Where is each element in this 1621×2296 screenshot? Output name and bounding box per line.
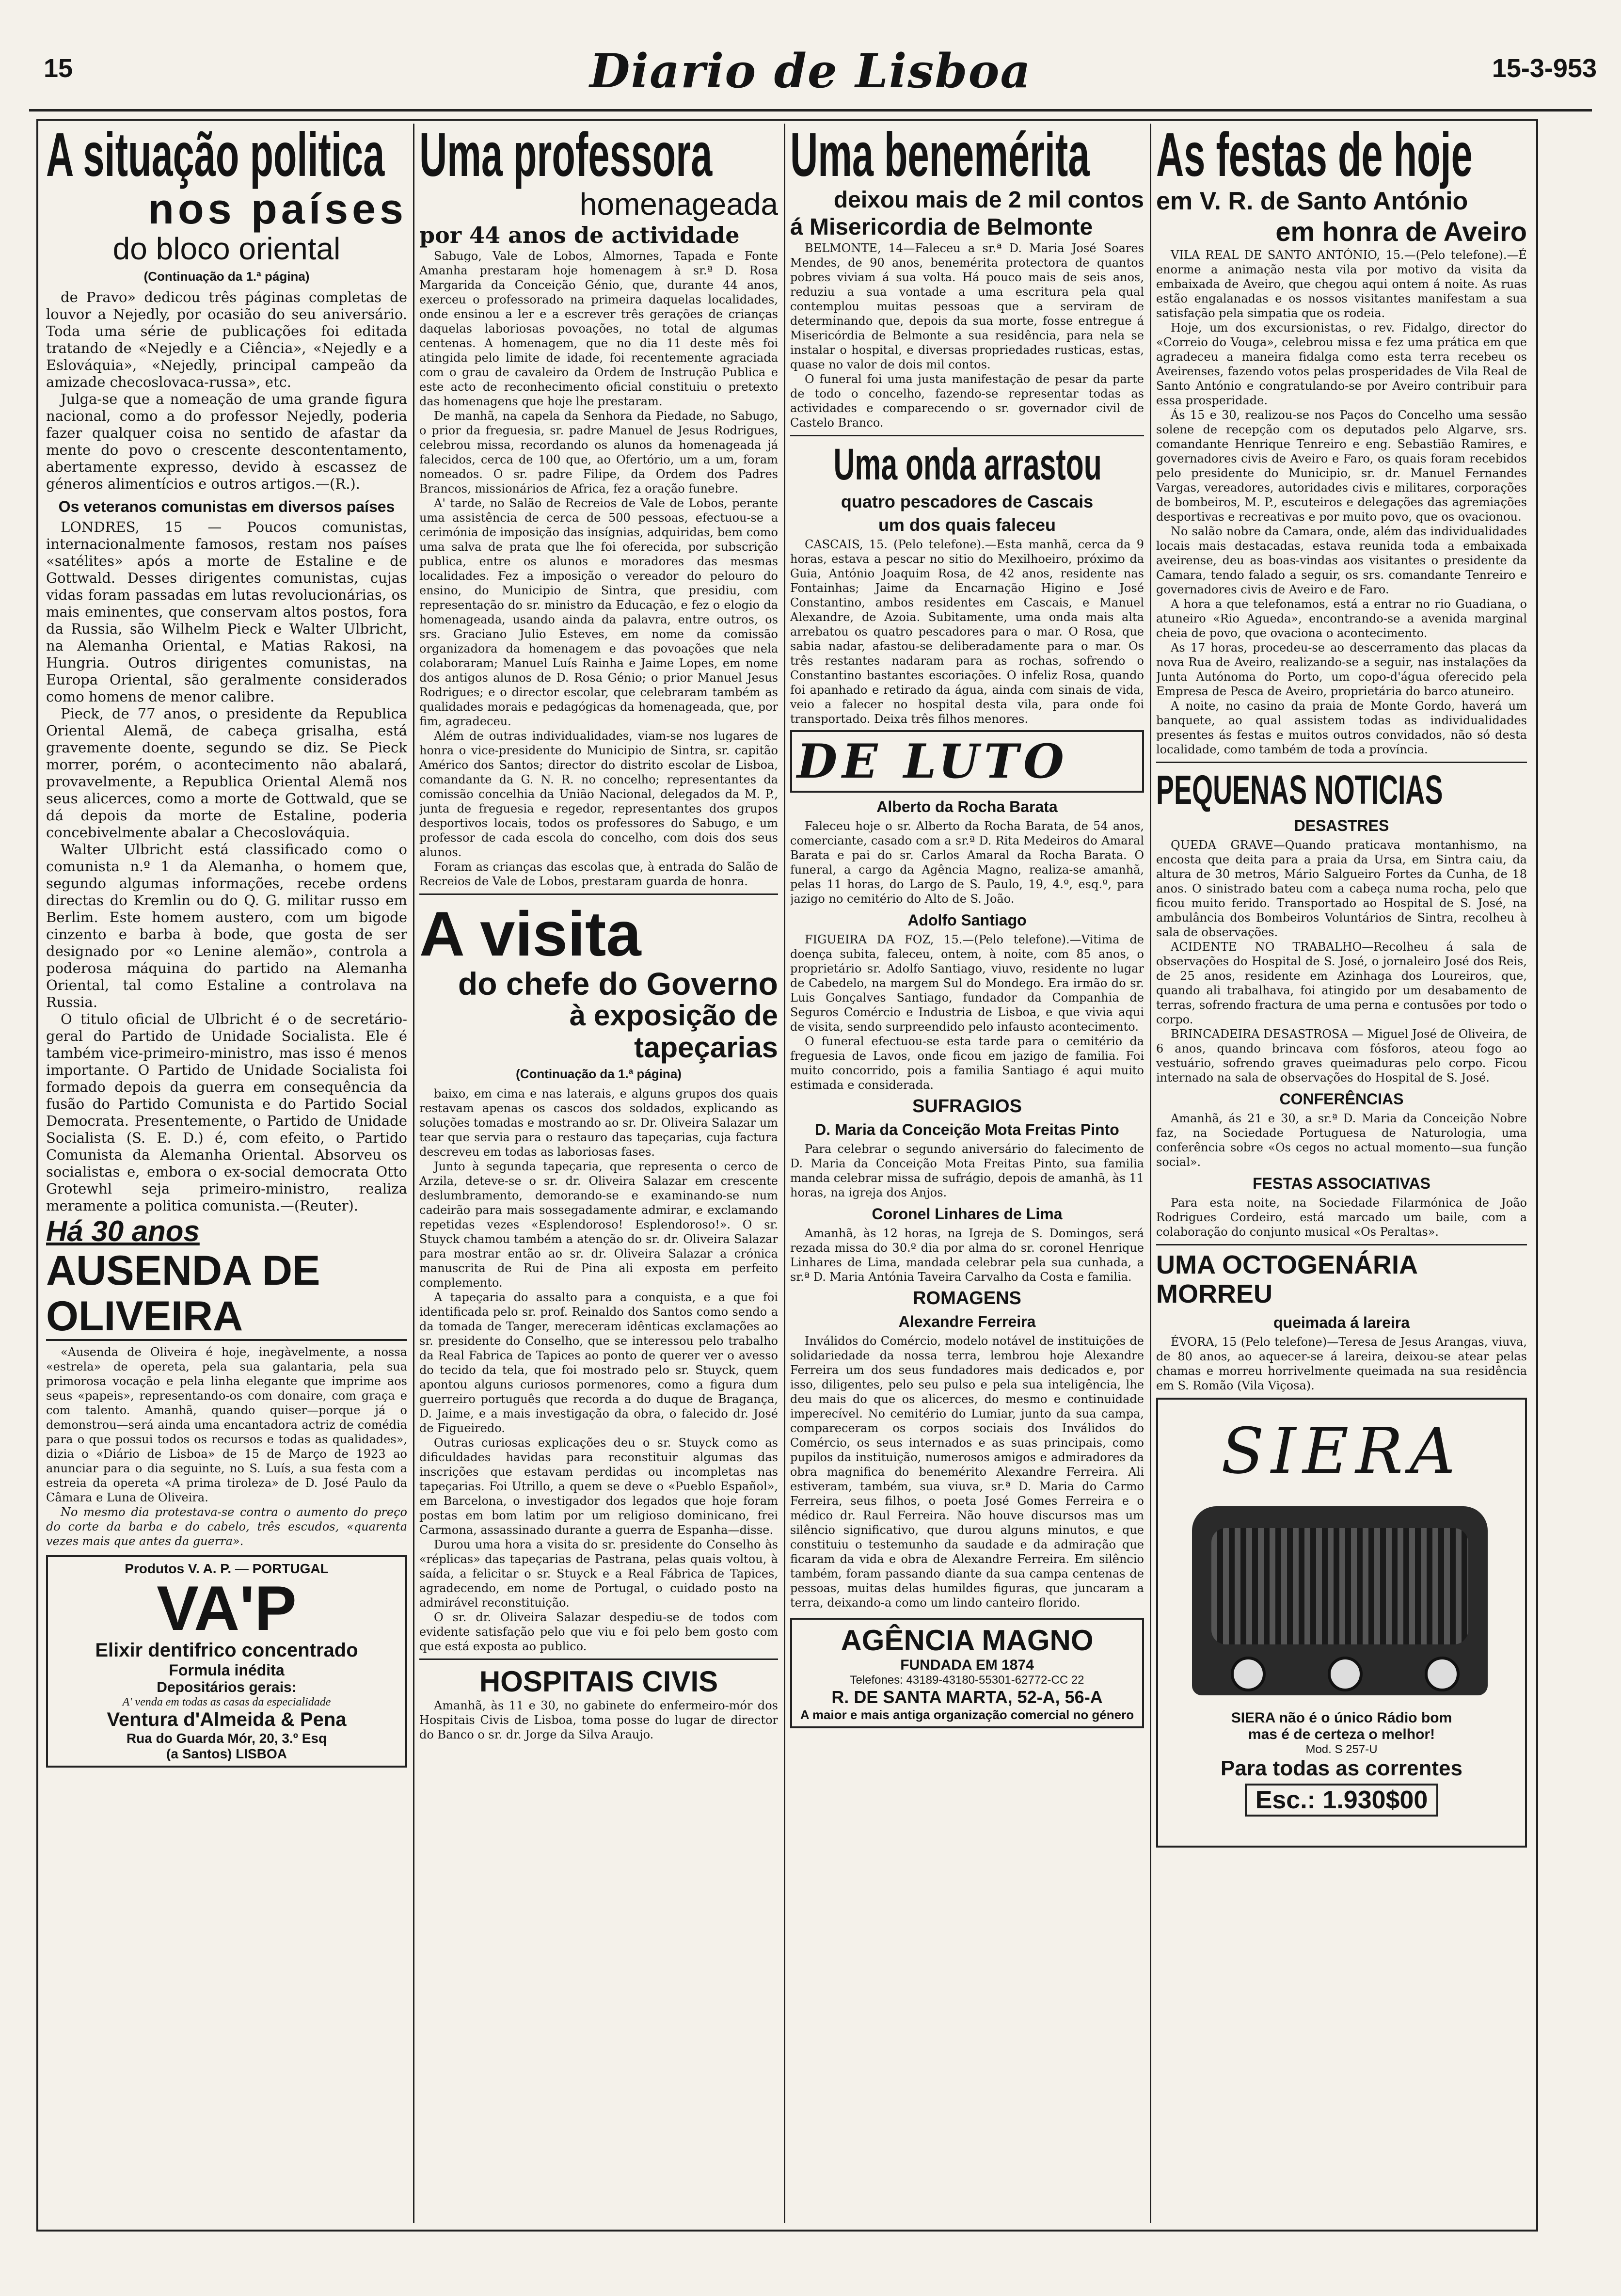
headline: UMA OCTOGENÁRIA MORREU	[1156, 1250, 1417, 1308]
knob-icon	[1231, 1657, 1266, 1691]
ad-copy	[1158, 1710, 1525, 1817]
paragraph: QUEDA GRAVE—Quando praticava montanhismo, na encosta que deita para a praia da Ursa, em Sintra caiu, da altura de 30 metros, Mário Salgueiro Fortes da Cunha, de 18 anos. O sinistrado bateu com a cabeça numa rocha, pelo que ficou muito ferido. Transportado ao Hospital de S. José, na ambulância dos Bombeiros Voluntários de Sintra, recolheu à sala de observações.	[1156, 838, 1527, 939]
ad-text: Formula inédita	[169, 1661, 285, 1679]
paragraph: Faleceu hoje o sr. Alberto da Rocha Barata, de 54 anos, comerciante, casado com a sr.ª D. Rita Medeiros do Amaral Barata e pai do sr. Carlos Amaral da Rocha Barata. O funeral, a cargo da Agência Magno, realiza-se amanhã, pelas 11 horas, do Largo de S. Paulo, 19, 4.º, esq.º, para jazigo no cemitério do Alto de S. João.	[790, 819, 1144, 906]
paragraph: FIGUEIRA DA FOZ, 15.—(Pelo telefone).—Vitima de doença subita, faleceu, ontem, à noite, com 85 anos, o proprietário sr. Adolfo Santiago, viuvo, residente no lugar de Cabedelo, na margem Sul do Mondego. Era irmão do sr. Luis Gonçalves Santiago, fundador da Companhia de Seguros Comércio e Industria de Lisboa, e que vivia aqui de visita, sendo surpreendido pelo infausto acontecimento.	[790, 933, 1144, 1034]
advertisement-agencia-magno	[790, 1618, 1144, 1728]
continuation-note: (Continuação da 1.ª página)	[143, 269, 310, 284]
date: 15-3-953	[1492, 54, 1597, 83]
paragraph: Ás 15 e 30, realizou-se nos Paços do Concelho uma sessão solene de recepção com os deputados pelo Algarve, srs. comandante Henrique Tenreiro e eng. Sebastião Ramires, e governadores civis de Aveiro e Faro, os quais foram recebidos pelo presidente do Municipio, sr. dr. Manuel Fernandes Vargas, vereadores, autoridades civis e militares, corporações de bombeiros, M. P., escuteiros e delegações das agremiações desportivas e recreativas e por muito povo, que os ovacionou.	[1156, 408, 1527, 524]
column-4	[1156, 124, 1527, 2223]
name-heading: Alexandre Ferreira	[898, 1313, 1036, 1330]
paragraph: No salão nobre da Camara, onde, além das individualidades locais mais destacadas, estava reunida toda a embaixada aveirense, deu as boas-vindas aos visitantes o presidente da Camara, tendo falado a seguir, os srs. comandante Tenreiro e governadores civis de Aveiro e de Faro.	[1156, 525, 1527, 596]
ad-brand: SIERA	[1221, 1414, 1462, 1488]
headline: PEQUENAS NOTICIAS	[1156, 767, 1443, 813]
headline: HOSPITAIS CIVIS	[479, 1665, 718, 1698]
column-divider	[784, 124, 785, 2223]
paragraph: O titulo oficial de Ulbricht é o de secretário-geral do Partido de Unidade Socialista. Ele é também vice-primeiro-ministro, mas isso é menos importante. O Partido de Unidade Socialista foi formado depois da guerra em consequência da fusão do Partido Comunista e do Partido Social Democrata. Presentemente, o Partido de Unidade Socialista (S. E. D.) é, com efeito, o Partido Comunista da Alemanha Oriental. Absorveu os socialistas e, embora o ex-social democrata Otto Grotewhl seja primeiro-ministro, realiza meramente a politica comunista.—(Reuter).	[46, 1011, 407, 1214]
paragraph: Outras curiosas explicações deu o sr. Stuyck como as dificuldades havidas para reconstituir algumas das inscrições que estavam perdidas ou incompletas nas tapeçarias. Foi Utrillo, a quem se deve o «Pueblo Español», em Barcelona, o investigador dos legados que hoje foram postas em bom latim por um religioso dominicano, frei Carmona, assassinado durante a guerra de Espanha—disse.	[419, 1436, 778, 1537]
ad-text: Mod. S 257-U	[1305, 1743, 1378, 1756]
ad-text: (a Santos) LISBOA	[166, 1746, 287, 1761]
headline-line2: do chefe do Governo	[458, 966, 778, 1002]
subheading: Os veteranos comunistas em diversos países	[58, 498, 395, 515]
masthead: Diario de Lisboa	[589, 44, 1032, 98]
ad-text: Ventura d'Almeida & Pena	[107, 1709, 347, 1730]
paragraph: Amanhã, às 11 e 30, no gabinete do enfermeiro-mór dos Hospitais Civis de Lisboa, toma posse do lugar de director do Banco o sr. dr. Jorge da Silva Araujo.	[419, 1699, 778, 1741]
headline-line3: à exposição de tapeçarias	[569, 999, 778, 1064]
column-divider	[1150, 124, 1151, 2223]
paragraph: baixo, em cima e nas laterais, e alguns grupos dos quais restavam apenas os cascos dos soldados, explicando as soluções tomadas e mostrando ao sr. Dr. Oliveira Salazar um tear que servia para o restauro das tapeçarias, cuja factura descreveu em todas as laboriosas fases.	[419, 1087, 778, 1159]
headline: As festas de hoje	[1156, 124, 1473, 190]
paragraph: A' tarde, no Salão de Recreios de Vale de Lobos, perante uma assistência de cerca de 500 pessoas, efectuou-se a cerimónia de imposição das insígnias, adquiridas, bem como uma salva de prata que lhe foi oferecida, por subscrição publica, entre os alunos e moradores das mesmas localidades. Fez a imposição o vereador do pelouro do ensino, do Municipio de Sintra, que presidiu, com representação do sr. ministro da Educação, e fez o elogio da homenageada, usando ainda da palavra, entre outros, os srs. Graciano Julio Esteves, em nome da comissão organizadora da homenagem e das povoações que nela colaboraram; Manuel Luís Rainha e Jaime Lopes, em nome dos antigos alunos de D. Rosa Génio; o prior Manuel Jesus Rodrigues; e o director escolar, que celebraram também as qualidades morais e pedagógicas da homenageada, que, por fim, agradeceu.	[419, 496, 778, 728]
headline-line3: á Misericordia de Belmonte	[790, 214, 1093, 240]
paragraph: As 17 horas, procedeu-se ao descerramento das placas da nova Rua de Aveiro, realizando-se a seguir, nas instalações da Junta Autónoma do Porto, um copo-d'água oferecido pela Empresa de Pesca de Aveiro, proprietária do barco atuneiro.	[1156, 641, 1527, 698]
column-3	[790, 124, 1144, 2223]
paragraph: Pieck, de 77 anos, o presidente da Republica Oriental Alemã, de cabeça grisalha, está gravemente doente, segundo se diz. Se Pieck morrer, porém, o acontecimento não abalará, provavelmente, a Republica Oriental Alemã nos seus alicerces, como a morte de Gottwald, que se dá depois da morte de Estaline, poderia concebivelmente abalar a Checoslováquia.	[46, 705, 407, 841]
name-heading: D. Maria da Conceição Mota Freitas Pinto	[815, 1121, 1119, 1138]
ad-text: Rua do Guarda Mór, 20, 3.º Esq	[126, 1731, 327, 1746]
ad-text: FUNDADA EM 1874	[900, 1657, 1034, 1673]
paragraph: O funeral efectuou-se esta tarde para o cemitério da freguesia de Lavos, onde ficou em jazigo de familia. Foi muito concorrido, pois a familia Santiago é aqui muito estimada e considerada.	[790, 1035, 1144, 1092]
paragraph: Julga-se que a nomeação de uma grande figura nacional, como a do professor Nejedly, poderia fazer qualquer coisa no sentido de afastar da mente do povo o crescente descontentamento, abertamente expresso, devido à escassez de géneros alimentícios e outros artigos.—(R.).	[46, 391, 407, 492]
name-heading: Adolfo Santiago	[907, 911, 1027, 929]
ad-price: Esc.: 1.930$00	[1245, 1784, 1439, 1817]
divider	[419, 893, 778, 895]
ad-text: A' venda em todas as casas da especialidade	[122, 1696, 331, 1708]
headline-line2: deixou mais de 2 mil contos	[833, 187, 1144, 213]
ad-text: Telefones: 43189-43180-55301-62772-CC 22	[850, 1674, 1084, 1687]
divider	[1156, 762, 1527, 763]
headline: AUSENDA DE OLIVEIRA	[46, 1248, 407, 1341]
paragraph: Sabugo, Vale de Lobos, Almornes, Tapada e Fonte Amanha prestaram hoje homenagem à sr.ª D. Rosa Margarida da Conceição Génio, que, durante 44 anos, exerceu o professorado na primeira daquelas localidades, onde ensinou a ler e a escrever três gerações de crianças daquelas laboriosas povoações, no total de algumas centenas. A homenagem, que no dia 11 deste mês foi atingida pelo limite de idade, foi recentemente agraciada com o grau de cavaleiro da Ordem de Instrução Publica e este acto de reconhecimento oficial constituiu o pretexto das homenagens que hoje lhe prestaram.	[419, 249, 778, 408]
paragraph: A noite, no casino da praia de Monte Gordo, haverá um banquete, ao qual assistem todas as individualidades presentes ás festas e muitos outros convidados, não só desta localidade, como também de toda a província.	[1156, 699, 1527, 756]
paragraph: Amanhã, ás 21 e 30, a sr.ª D. Maria da Conceição Nobre faz, na Sociedade Portuguesa de Naturologia, uma conferência sobre «Os cegos no actual momento—sua função social».	[1156, 1112, 1527, 1169]
paragraph: BELMONTE, 14—Faleceu a sr.ª D. Maria José Soares Mendes, de 90 anos, benemérita protectora de quantos pobres viviam á sua volta. Há pouco mais de seis anos, reduziu a sua vontade a uma escritura pela qual contemplou muitas pessoas que a serviram de determinando que, depois da sua morte, fosse entregue á Misericórdia de Belmonte a sua residência, para nela se instalar o hospital, e diversas propriedades rusticas, estas, quase no valor de dois mil contos.	[790, 241, 1144, 371]
paragraph: «Ausenda de Oliveira é hoje, inegàvelmente, a nossa «estrela» de opereta, pela sua galantaria, pela sua primorosa vocação e pela linha elegante que imprime aos seus «papeis», representando-os com donaire, com graça e com talento. Amanhã, quando quiser—porque já o demonstrou—será ainda uma encantadora actriz de comédia para o que possui todos os recursos e todas as qualidades», dizia o «Diário de Lisboa» de 15 de Março de 1923 ao anunciar para o dia seguinte, no S. Luís, a sua festa com a estreia da opereta «A prima tiroleza» de D. José Paulo da Câmara e Luna de Oliveira.	[46, 1345, 407, 1504]
radio-grille-icon	[1211, 1528, 1468, 1644]
headline: A situação politica	[46, 124, 385, 190]
continuation-note: (Continuação da 1.ª página)	[516, 1067, 682, 1081]
headline: Uma professora	[419, 124, 713, 190]
paragraph: Walter Ulbricht está classificado como o comunista n.º 1 da Alemanha, o homem que, segundo algumas informações, recebe ordens directas do Kremlin ou do Q. G. militar russo em Berlim. Este homem austero, com um bigode cinzento e barba à bode, que gosta de ser designado por «o Lenine alemão», controla a poderosa máquina do partido na Alemanha Oriental, tal como Estaline a controlava na Russia.	[46, 841, 407, 1010]
section-heading: CONFERÊNCIAS	[1279, 1090, 1404, 1108]
divider	[1156, 1244, 1527, 1245]
paragraph: A hora a que telefonamos, está a entrar no rio Guadiana, o atuneiro «Rio Agueda», encontrando-se a avenida marginal cheia de povo, que ovaciona o acontecimento.	[1156, 597, 1527, 640]
paragraph: O sr. dr. Oliveira Salazar despediu-se de todos com evidente satisfação pelo que viu e foi pelo bem gosto com que está exposta ao publico.	[419, 1610, 778, 1653]
section-heading: DESASTRES	[1294, 817, 1389, 834]
ad-text: AGÊNCIA MAGNO	[841, 1624, 1094, 1657]
column-1	[46, 124, 407, 2223]
paragraph: Hoje, um dos excursionistas, o rev. Fidalgo, director do «Correio do Vouga», celebrou missa e fez uma prática em que agradeceu a maneira fidalga como esta terra recebeu os Aveirenses, fazendo votos pelas prosperidades de Vila Real de Santo António e congratulando-se por Aveiro contribuir para essa prosperidade.	[1156, 321, 1527, 407]
paragraph: de Pravo» dedicou três páginas completas de louvor a Nejedly, por ocasião do seu aniversário. Toda uma série de publicações foi editada tratando de «Nejedly e a Ciência», «Nejedly e a Eslováquia», «Nejedly, principal campeão da amizade checoslovaca-russa», etc.	[46, 289, 407, 390]
headline: A visita	[419, 898, 641, 969]
ad-text: R. DE SANTA MARTA, 52-A, 56-A	[831, 1687, 1103, 1707]
headline-line3: um dos quais faleceu	[878, 515, 1056, 535]
ad-text: Para todas as correntes	[1221, 1756, 1462, 1780]
divider	[419, 1658, 778, 1660]
paragraph: ÉVORA, 15 (Pelo telefone)—Teresa de Jesus Arangas, viuva, de 80 anos, ao aquecer-se á lareira, deixou-se atear pelas chamas e morreu horrivelmente queimada na sua residência em S. Romão (Vila Viçosa).	[1156, 1335, 1527, 1392]
section-heading: ROMAGENS	[913, 1288, 1021, 1308]
paragraph: No mesmo dia protestava-se contra o aumento do preço do corte da barba e do cabelo, três escudos, «quarenta vezes mais que antes da guerra».	[46, 1505, 407, 1548]
headline-line3: em honra de Aveiro	[1275, 216, 1527, 247]
header-rule	[29, 109, 1592, 112]
paragraph: Junto à segunda tapeçaria, que representa o cerco de Arzila, deteve-se o sr. dr. Oliveira Salazar em crescente deslumbramento, demorando-se e examinando-se num cadeirão para mais sossegadamente admirar, e exclamando repetidas vezes «Esplendoroso! Esplendoroso!». O sr. Stuyck chamou também a atenção do sr. dr. Oliveira Salazar para mostrar então ao sr. dr. Oliveira Salazar a crónica manuscrita de Rui de Pina ali exposta em perfeito complemento.	[419, 1160, 778, 1290]
headline-line2: quatro pescadores de Cascais	[841, 492, 1094, 511]
ad-text: Elixir dentifrico concentrado	[95, 1640, 358, 1661]
column-divider	[413, 124, 414, 2223]
name-heading: Coronel Linhares de Lima	[872, 1205, 1063, 1223]
paragraph: O funeral foi uma justa manifestação de pesar da parte de todo o concelho, fazendo-se representar todas as actividades e comparecendo o sr. governador civil de Castelo Branco.	[790, 372, 1144, 430]
column-2	[419, 124, 778, 2223]
paragraph: ACIDENTE NO TRABALHO—Recolheu á sala de observações do Hospital de S. José, o jornaleiro José dos Reis, de 25 anos, residente em Azinhaga dos Loureiros, que, quando ali trabalhava, foi atingido por um desabamento de terras, sofrendo fractura de uma perna e contusões por todo o corpo.	[1156, 940, 1527, 1026]
divider	[790, 435, 1144, 436]
headline-line3: do bloco oriental	[112, 231, 341, 266]
headline-line2: queimada á lareira	[1273, 1314, 1410, 1331]
ad-text: mas é de certeza o melhor!	[1248, 1726, 1435, 1742]
paragraph: Inválidos do Comércio, modelo notável de instituições de solidariedade da nossa terra, lembrou hoje Alexandre Ferreira um dos seus fundadores mais dedicados e, por isso, diligentes, pelo seu pulso e pela sua inteligência, lhe deu mais do que os alicerces, do mesmo e continuidade imperecível. No cemitério do Lumiar, junto da sua campa, compareceram os corpos sociais dos Inválidos do Comércio, os seus internados e as suas principais, como pupilos da instituição, numerosos amigos e admiradores da obra magnifica do benemérito Alexandre Ferreira. Ali estiveram, também, sua viuva, sr.ª D. Maria do Carmo Ferreira, seus filhos, o poeta José Gomes Ferreira e o médico dr. Raul Ferreira. Não houve discursos mas um silêncio significativo, que durou alguns minutos, e que constituiu o testemunho da saudade e da admiração que ficaram da vida e obra de Alexandre Ferreira. Em silêncio também, foram passando diante da sua campa centenas de pessoas, muitas delas humildes figuras, que juncaram a terra, deixando-a como um lindo canteiro florido.	[790, 1334, 1144, 1610]
ad-text: Produtos V. A. P. — PORTUGAL	[125, 1561, 329, 1576]
paragraph: Foram as crianças das escolas que, à entrada do Salão de Recreios de Vale de Lobos, prestaram guarda de honra.	[419, 860, 778, 888]
section-heading: FESTAS ASSOCIATIVAS	[1253, 1175, 1430, 1192]
paragraph: CASCAIS, 15. (Pelo telefone).—Esta manhã, cerca da 9 horas, estava a pescar no sitio do Mexilhoeiro, próximo da Guia, António Joaquim Rosa, de 42 anos, residente nas Fontainhas; Jaime da Encarnação Higino e José Constantino, ambos residentes em Cascais, e Manuel Alexandre, de Azoia. Subitamente, uma onda mais alta arrebatou os quatro pescadores para o mar. O Rosa, que sabia nadar, afastou-se deliberadamente para o mar. Os três restantes nadaram para as rochas, sofrendo o Constantino bastantes escoriações. O infeliz Rosa, quando foi apanhado e retirado da água, ainda com sinais de vida, veio a falecer no hospital desta vila, para onde foi transportado. Deixa três filhos menores.	[790, 538, 1144, 726]
paragraph: BRINCADEIRA DESASTROSA — Miguel José de Oliveira, de 6 anos, quando brincava com fósforos, ateou fogo ao vestuário, sofrendo graves queimaduras pelo corpo. Ficou internado na sala de observações do Hospital de S. José.	[1156, 1027, 1527, 1084]
headline-line2: homenageada	[579, 187, 778, 222]
ad-text: SIERA não é o único Rádio bom	[1231, 1710, 1452, 1726]
knob-icon	[1425, 1657, 1460, 1691]
headline: Uma benemérita	[790, 124, 1090, 190]
paragraph: Para esta noite, na Sociedade Filarmónica de João Rodrigues Cordeiro, está marcado um baile, com a colaboração do conjunto musical «Os Peraltas».	[1156, 1196, 1527, 1239]
paragraph: A tapeçaria do assalto para a conquista, e a que foi identificada pelo sr. prof. Reinaldo dos Santos como sendo a da tomada de Tanger, mereceram idênticas exclamações ao sr. presidente do Conselho, que se interessou pelo trabalho da Real Fabrica de Tapices ao ponto de querer ver o avesso do tecido da tela, que foi mostrado pelo sr. Stuyck, quem apontou alguns curiosos pormenores, como a figura dum guerreiro português que recorda a do duque de Bragança, D. Jaime, e a mais investigação da obra, o falecido dr. José de Figueiredo.	[419, 1291, 778, 1435]
advertisement-siera	[1156, 1398, 1527, 1848]
paragraph: Amanhã, às 12 horas, na Igreja de S. Domingos, será rezada missa do 30.º dia por alma do sr. coronel Henrique Linhares de Lima, mandada celebrar pela sua cunhada, a sr.ª D. Maria Antónia Taveira Carvalho da Costa e familia.	[790, 1227, 1144, 1284]
paragraph: VILA REAL DE SANTO ANTÓNIO, 15.—(Pelo telefone).—É enorme a animação nesta vila por motivo da visita da embaixada de Aveiro, que chegou aqui ontem á noite. As ruas estão engalanadas e os nossos visitantes manifestam a sua satisfação pela simpatia que os rodeia.	[1156, 248, 1527, 320]
headline: Uma onda arrastou	[833, 440, 1102, 489]
headline-line3: por 44 anos de actividade	[419, 222, 740, 248]
page-header	[19, 44, 1602, 107]
paragraph: Além de outras individualidades, viam-se nos lugares de honra o vice-presidente do Municipio de Sintra, sr. capitão Américo dos Santos; director do distrito escolar de Lisboa, comandante da G. N. R. no concelho; representantes da comissão concelhia da União Nacional, delegados da M. P., junta de freguesia e regedor, representantes dos grupos desportivos locais, todos os professores do Sabugo, e um professor de cada escola do concelho, com dois dos seus alunos.	[419, 729, 778, 859]
headline-line2: em V. R. de Santo António	[1156, 187, 1468, 215]
ad-logo: VA'P	[157, 1573, 297, 1643]
name-heading: Alberto da Rocha Barata	[876, 798, 1058, 815]
page-number: 15	[44, 54, 73, 83]
section-heading: DE LUTO	[790, 730, 1144, 793]
paragraph: Para celebrar o segundo aniversário do falecimento de D. Maria da Conceição Mota Freitas Pinto, sua familia manda celebrar missa de sufrágio, depois de amanhã, às 11 horas, na igreja dos Anjos.	[790, 1142, 1144, 1199]
headline-line2: nos países	[148, 185, 407, 233]
advertisement-vap	[46, 1555, 407, 1768]
section-heading: Há 30 anos	[46, 1215, 200, 1247]
paragraph: LONDRES, 15 — Poucos comunistas, internacionalmente famosos, restam nos países «satélites» após a morte de Estaline e de Gottwald. Desses dirigentes comunistas, cujas vidas foram passadas em lutas revolucionárias, os mais eminentes, que conservam altos postos, fora da Russia, são Wilhelm Pieck e Walter Ulbricht, na Alemanha Oriental, e Matias Rakosi, na Hungria. Outros dirigentes comunistas, na Europa Oriental, são geralmente considerados como homens de menor calibre.	[46, 519, 407, 705]
paragraph: Durou uma hora a visita do sr. presidente do Conselho às «réplicas» das tapeçarias de Pastrana, pelas quais voltou, à saída, a felicitar o sr. Stuyck e a Real Fábrica de Tapices, agradecendo, em nome de Portugal, o cuidado posto na admirável reconstituição.	[419, 1538, 778, 1610]
ad-text: Depositários gerais:	[157, 1679, 297, 1695]
section-heading: SUFRAGIOS	[912, 1096, 1022, 1116]
knob-icon	[1328, 1657, 1363, 1691]
paragraph: De manhã, na capela da Senhora da Piedade, no Sabugo, o prior da freguesia, sr. padre Manuel de Jesus Rodrigues, celebrou missa, recordando os alunos da homenageada já falecidos, cerca de 100 que, ao Ofertório, um a um, foram nomeados. O sr. padre Filipe, da Ordem dos Padres Brancos, missionários de Africa, fez a oração funebre.	[419, 409, 778, 495]
ad-text: A maior e mais antiga organização comercial no género	[800, 1707, 1134, 1722]
